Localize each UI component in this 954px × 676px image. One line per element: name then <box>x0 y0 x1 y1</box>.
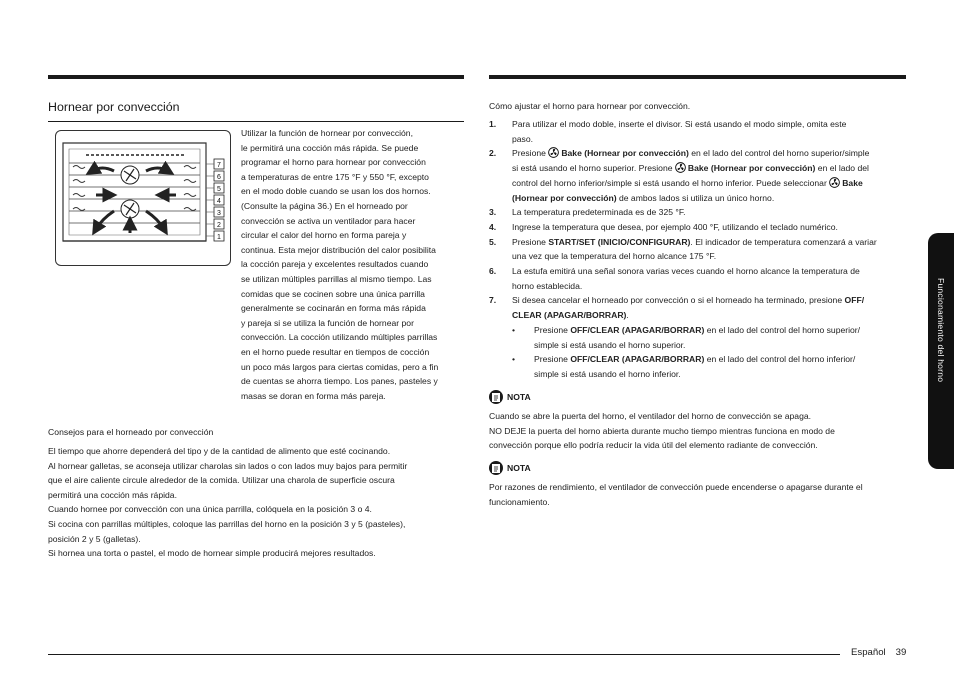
intro-line: le permitirá una cocción más rápida. Se puede <box>241 142 419 153</box>
step-number: 6. <box>489 266 497 277</box>
header-rule-right <box>489 75 906 79</box>
tips-text: o <box>355 504 365 515</box>
intro-line: masas se doran en forma más pareja. <box>241 390 386 401</box>
step-item <box>489 220 907 235</box>
tips-text: y <box>86 533 96 544</box>
step-text: simple si está usando el horno inferior. <box>534 368 681 379</box>
rack-position-ref: 4 <box>364 504 370 515</box>
note-line: NO DEJE la puerta del horno abierta durante mucho tiempo mientras funciona en modo de <box>489 425 835 436</box>
intro-paragraph <box>241 126 465 403</box>
tips-line: permitirá una cocción más rápida. <box>48 489 177 500</box>
rack-label: 5 <box>217 186 221 193</box>
step-text: Presione <box>512 148 549 159</box>
footer-language: Español <box>851 647 886 658</box>
step-number: 5. <box>489 236 497 247</box>
step-text: Si desea cancelar el horneado por convección o si el horneado ha terminado, presione <box>512 295 845 306</box>
note-heading <box>489 461 531 475</box>
rack-label: 1 <box>217 234 221 241</box>
note-line: Cuando se abre la puerta del horno, el ventilador del horno de convección se apaga. <box>489 411 812 421</box>
bake-button-ref: Bake <box>842 177 863 188</box>
off-clear-button-ref: CLEAR (APAGAR/BORRAR) <box>512 310 627 321</box>
rack-label: 6 <box>217 174 221 181</box>
convection-fan-icon <box>548 147 559 158</box>
convection-fan-icon <box>829 177 840 188</box>
step-number: 3. <box>489 207 497 218</box>
tips-line <box>48 517 468 532</box>
intro-line: comidas que se cocinen sobre una única parrilla <box>241 288 425 299</box>
tips-text: Cuando hornee por convección con una única parrilla, colóquela en la <box>48 504 317 515</box>
intro-line: en el horno puede resultar en tiempos de cocción <box>241 346 430 357</box>
bake-button-ref: Bake (Hornear por convección) <box>561 148 689 159</box>
step-number: 2. <box>489 148 497 159</box>
tips-text: Si cocina con parrillas múltiples, coloque las parrillas del horno en la <box>48 518 311 529</box>
bullet-item <box>489 323 907 352</box>
section-title-underline <box>48 121 464 122</box>
rack-position-ref: posición 2 <box>48 533 87 544</box>
tips-line <box>48 532 468 547</box>
note-label: NOTA <box>507 463 531 473</box>
rack-position-ref: posición 3 <box>310 518 349 529</box>
rack-position-ref: 5 (galletas) <box>95 533 139 544</box>
tips-line: Si hornea una torta o pastel, el modo de hornear simple producirá mejores resultados. <box>48 548 376 559</box>
tips-text: y <box>348 518 359 529</box>
step-text: paso. <box>512 133 534 144</box>
step-text: Presione <box>512 236 549 247</box>
bullet-item <box>489 352 907 381</box>
intro-line: la cocción pareja y excelentes resultados cuando <box>241 259 429 270</box>
tips-line: que el aire caliente circule alrededor de la comida. Utilizar una charola de superficie oscura <box>48 475 395 486</box>
tips-line: Al hornear galletas, se aconseja utilizar charolas sin lados o con lados muy bajos para permitir <box>48 460 408 471</box>
bake-button-ref: (Hornear por convección) <box>512 192 617 203</box>
step-text: . <box>626 310 629 321</box>
step-text: una vez que la temperatura del horno alcance 175 °F. <box>512 251 717 262</box>
tips-text: . <box>369 504 372 515</box>
note-line: convección porque ello podría reducir la vida útil del elemento radiante de convección. <box>489 440 818 451</box>
step-item <box>489 205 907 220</box>
step-number: 4. <box>489 221 497 232</box>
oven-diagram <box>55 130 231 266</box>
note-icon <box>489 390 503 404</box>
step-text: horno establecida. <box>512 280 583 291</box>
step-text: La estufa emitirá una señal sonora varias veces cuando el horno alcance la temperatura de <box>512 266 860 277</box>
intro-line: Utilizar la función de hornear por convección, <box>241 128 413 138</box>
steps-list <box>489 117 907 382</box>
intro-line: se utilizan múltiples parrillas al mismo tiempo. Las <box>241 273 432 284</box>
step-text: Para utilizar el modo doble, inserte el divisor. Si está usando el modo simple, omita este <box>512 119 847 129</box>
rack-label: 7 <box>217 162 221 169</box>
off-clear-button-ref: OFF/ <box>844 295 865 306</box>
step-item <box>489 235 907 264</box>
step-text: La temperatura predeterminada es de 325 °F. <box>512 207 686 218</box>
step-text: de ambos lados si utiliza un único horno. <box>616 192 775 203</box>
note-heading <box>489 390 531 404</box>
intro-line: en el modo doble cuando se usan los dos hornos. <box>241 186 431 197</box>
step-text: en el lado del control del horno superior/simple <box>688 148 870 159</box>
step-text: en el lado del control del horno inferior/ <box>704 354 856 365</box>
step-text: si está usando el horno superior. Presione <box>512 163 675 174</box>
tips-text: , <box>402 518 406 529</box>
bullet-dot: • <box>512 354 516 365</box>
tips-line <box>48 502 468 517</box>
intro-line: continua. Esta mejor distribución del calor posibilita <box>241 244 436 255</box>
intro-line: de cuentas se ahorra tiempo. Los panes, pasteles y <box>241 376 438 387</box>
tips-line: El tiempo que ahorre dependerá del tipo y de la cantidad de alimento que esté cocinando. <box>48 446 391 456</box>
intro-line: (Consulte la página 36.) En el horneado por <box>241 200 408 211</box>
note-line: funcionamiento. <box>489 496 550 507</box>
convection-airflow-illustration <box>56 131 232 267</box>
chapter-side-tab <box>928 233 954 469</box>
step-text: en el lado del control del horno superior/ <box>704 324 861 335</box>
section-title: Hornear por convección <box>48 100 180 114</box>
tips-body <box>48 444 468 561</box>
footer <box>851 647 906 658</box>
off-clear-button-ref: OFF/CLEAR (APAGAR/BORRAR) <box>570 324 705 335</box>
step-text: control del horno inferior/simple si está usando el horno inferior. Puede seleccionar <box>512 177 830 188</box>
intro-line: circular el calor del horno en forma pareja y <box>241 230 407 241</box>
rack-position-ref: 5 (pasteles) <box>358 518 403 529</box>
intro-line: a temperaturas de entre 175 °F y 550 °F, excepto <box>241 171 429 182</box>
start-set-button-ref: START/SET (INICIO/CONFIGURAR) <box>548 236 691 247</box>
step-item <box>489 146 907 205</box>
step-text: . El indicador de temperatura comenzará a variar <box>690 236 877 247</box>
rack-label: 3 <box>217 210 221 217</box>
intro-line: convección. La cocción utilizando múltiples parrillas <box>241 332 438 343</box>
step-text: Presione <box>534 324 571 335</box>
right-section-title: Cómo ajustar el horno para hornear por convección. <box>489 101 691 111</box>
page-number: 39 <box>895 647 907 658</box>
off-clear-button-ref: OFF/CLEAR (APAGAR/BORRAR) <box>570 354 705 365</box>
bake-button-ref: Bake (Hornear por convección) <box>687 163 816 174</box>
intro-line: y pareja si se utiliza la función de hornear por <box>241 317 414 328</box>
step-text: en el lado del <box>815 163 869 174</box>
tips-text: . <box>138 533 141 544</box>
footer-rule <box>48 654 840 655</box>
step-text: Ingrese la temperatura que desea, por ejemplo 400 °F, utilizando el teclado numérico. <box>512 221 838 232</box>
note-line: Por razones de rendimiento, el ventilador de convección puede encenderse o apagarse durante el <box>489 482 863 492</box>
note-body <box>489 409 907 453</box>
convection-fan-icon <box>675 162 686 173</box>
rack-position-ref: posición 3 <box>316 504 356 515</box>
header-rule-left <box>48 75 464 79</box>
step-item <box>489 117 907 146</box>
intro-line: programar el horno para hornear por convección <box>241 157 426 168</box>
note-label: NOTA <box>507 392 531 402</box>
step-text: Presione <box>534 354 571 365</box>
bullet-dot: • <box>512 324 516 335</box>
intro-line: generalmente se cocinarán en forma más rápida <box>241 303 426 314</box>
intro-line: un poco más largos para ciertas comidas, pero a fin <box>241 361 439 372</box>
step-item <box>489 264 907 293</box>
rack-label: 4 <box>217 198 221 205</box>
step-item <box>489 293 907 322</box>
step-number: 7. <box>489 295 497 306</box>
note-icon <box>489 461 503 475</box>
step-number: 1. <box>489 119 497 129</box>
step-text: simple si está usando el horno superior. <box>534 339 686 350</box>
note-body <box>489 480 907 509</box>
chapter-side-tab-label: Funcionamiento del horno <box>936 278 946 383</box>
tips-title: Consejos para el horneado por convección <box>48 427 214 437</box>
rack-label: 2 <box>217 222 221 229</box>
intro-line: convección se activa un ventilador para hacer <box>241 215 416 226</box>
